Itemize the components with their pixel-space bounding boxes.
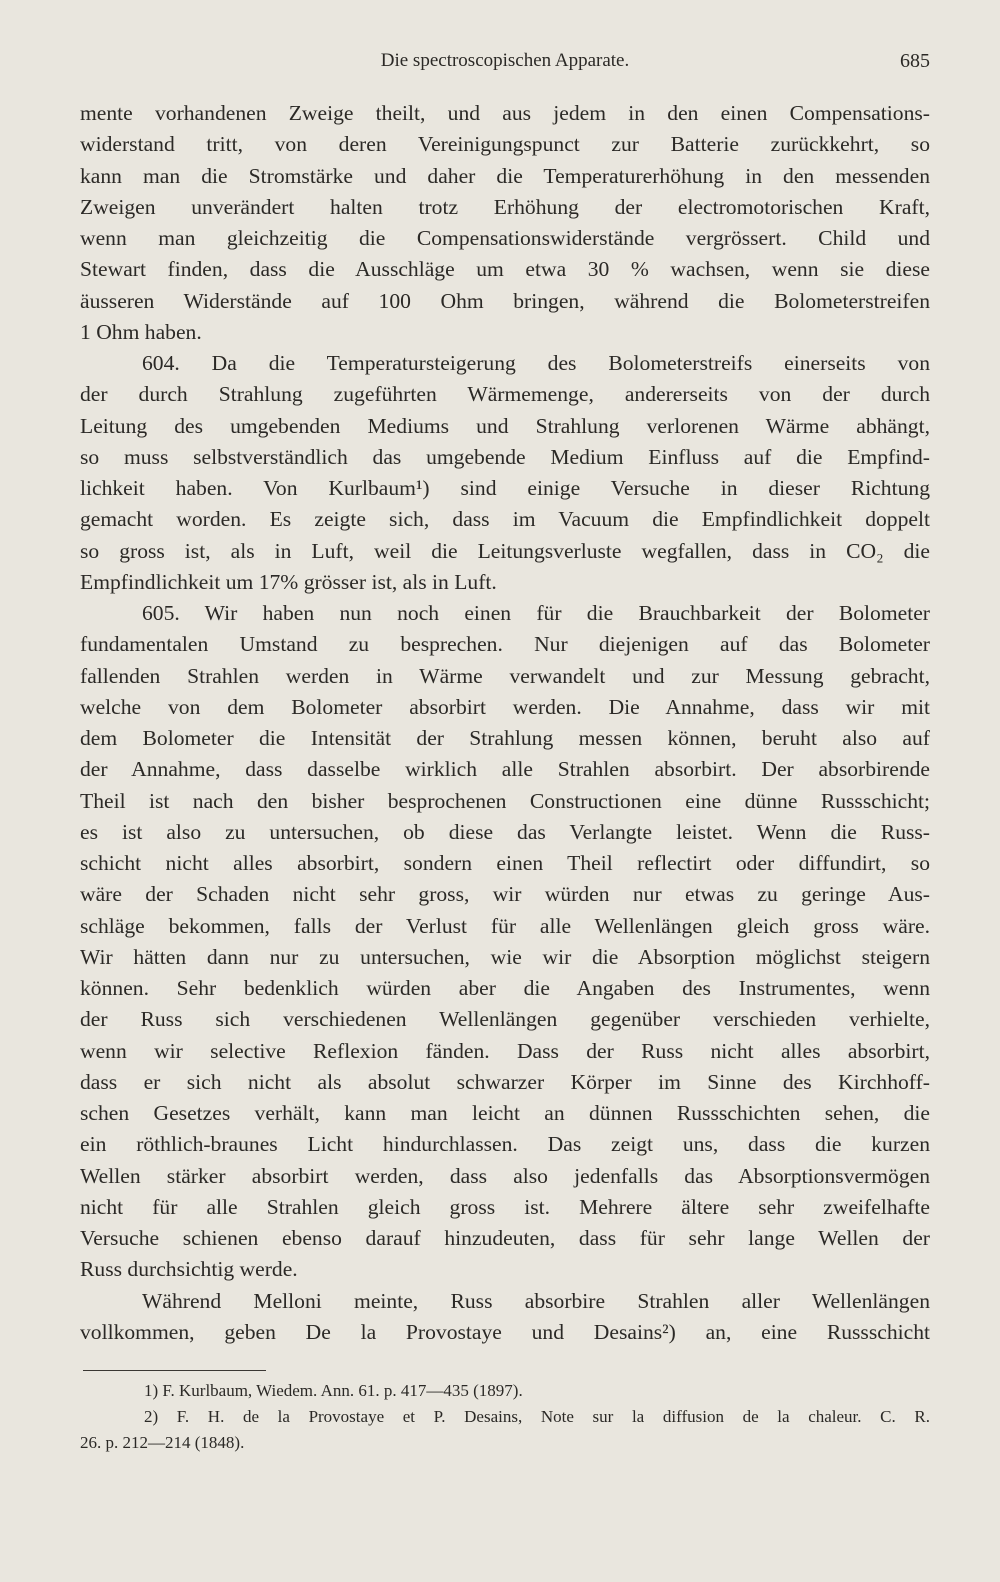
text-line: Leitung des umgebenden Mediums und Strahlung verlorenen Wärme abhängt, [80, 413, 930, 438]
text-line: schläge bekommen, falls der Verlust für alle Wellenlängen gleich gross wäre. [80, 913, 930, 938]
text-line: so muss selbstverständlich das umgebende Medium Einfluss auf die Empfind- [80, 444, 930, 469]
text-line: Zweigen unverändert halten trotz Erhöhung der electromotorischen Kraft, [80, 194, 930, 219]
text-line: ein röthlich-braunes Licht hindurchlassen. Das zeigt uns, dass die kurzen [80, 1132, 930, 1157]
text-line: welche von dem Bolometer absorbirt werden. Die Annahme, dass wir mit [80, 694, 930, 719]
section-604-start: 604. Da die Temperatursteigerung des Bolometerstreifs einerseits von [142, 351, 930, 375]
text-line: Stewart finden, dass die Ausschläge um etwa 30 % wachsen, wenn sie diese [80, 257, 930, 282]
text-line: schen Gesetzes verhält, kann man leicht an dünnen Russschichten sehen, die [80, 1101, 930, 1125]
text-line: können. Sehr bedenklich würden aber die Angaben des Instrumentes, wenn [80, 976, 930, 1000]
text-line: Wir hätten dann nur zu untersuchen, wie wir die Absorption möglichst steigern [80, 944, 930, 969]
text-line: fundamentalen Umstand zu besprechen. Nur diejenigen auf das Bolometer [80, 632, 930, 657]
text-line: der Russ sich verschiedenen Wellenlängen gegenüber verschieden verhielte, [80, 1007, 930, 1032]
footnote-2-continued: 26. p. 212—214 (1848). [80, 1433, 245, 1452]
text-line: so gross ist, als in Luft, weil die Leitungsverluste wegfallen, dass in CO₂ die [80, 538, 930, 563]
text-line: Russ durchsichtig werde. [80, 1257, 298, 1282]
text-line: wäre der Schaden nicht sehr gross, wir würden nur etwas zu geringe Aus- [80, 882, 930, 907]
text-line: gemacht worden. Es zeigte sich, dass im Vacuum die Empfindlichkeit doppelt [80, 507, 930, 532]
text-line: dass er sich nicht als absolut schwarzer Körper im Sinne des Kirchhoff- [80, 1069, 930, 1094]
text-line: fallenden Strahlen werden in Wärme verwandelt und zur Messung gebracht, [80, 663, 930, 688]
running-head [80, 50, 930, 80]
running-title: Die spectroscopischen Apparate. [380, 50, 630, 71]
text-line: schicht nicht alles absorbirt, sondern einen Theil reflectirt oder diffundirt, so [80, 851, 930, 875]
text-line: es ist also zu untersuchen, ob diese das Verlangte leistet. Wenn die Russ- [80, 819, 930, 844]
text-line: Wellen stärker absorbirt werden, dass also jedenfalls das Absorptionsvermögen [80, 1163, 930, 1188]
text-line: wenn man gleichzeitig die Compensationswiderstände vergrössert. Child und [80, 226, 930, 250]
text-line: der durch Strahlung zugeführten Wärmemenge, andererseits von der durch [80, 382, 930, 407]
text-line: dem Bolometer die Intensität der Strahlung messen können, beruht also auf [80, 726, 930, 750]
footnote-1: 1) F. Kurlbaum, Wiedem. Ann. 61. p. 417—435 (1897). [144, 1381, 523, 1400]
text-line: kann man die Stromstärke und daher die Temperaturerhöhung in den messenden [80, 163, 930, 188]
text-line: vollkommen, geben De la Provostaye und Desains²) an, eine Russschicht [80, 1319, 930, 1344]
text-line: widerstand tritt, von deren Vereinigungspunct zur Batterie zurückkehrt, so [80, 132, 930, 157]
text-line: der Annahme, dass dasselbe wirklich alle Strahlen absorbirt. Der absorbirende [80, 757, 930, 782]
text-line: 1 Ohm haben. [80, 319, 202, 344]
text-line: nicht für alle Strahlen gleich gross ist. Mehrere ältere sehr zweifelhafte [80, 1194, 930, 1219]
footnote-2: 2) F. H. de la Provostaye et P. Desains, Note sur la diffusion de la chaleur. C. R. [144, 1407, 930, 1426]
page-number: 685 [900, 50, 930, 72]
footnote-rule [83, 1370, 266, 1371]
text-line: äusseren Widerstände auf 100 Ohm bringen, während die Bolometerstreifen [80, 288, 930, 313]
paragraph-start: Während Melloni meinte, Russ absorbire Strahlen aller Wellenlängen [142, 1288, 930, 1313]
section-605-start: 605. Wir haben nun noch einen für die Brauchbarkeit der Bolometer [142, 601, 930, 625]
text-line: Theil ist nach den bisher besprochenen Constructionen eine dünne Russschicht; [80, 788, 930, 813]
footnotes [80, 1378, 930, 1456]
text-line: Empfindlichkeit um 17% grösser ist, als in Luft. [80, 569, 497, 594]
text-line: lichkeit haben. Von Kurlbaum¹) sind einige Versuche in dieser Richtung [80, 476, 930, 500]
text-line: wenn wir selective Reflexion fänden. Dass der Russ nicht alles absorbirt, [80, 1038, 930, 1063]
body-text [80, 98, 930, 1348]
text-line: Versuche schienen ebenso darauf hinzudeuten, dass für sehr lange Wellen der [80, 1226, 930, 1250]
text-line: mente vorhandenen Zweige theilt, und aus jedem in den einen Compensations- [80, 101, 930, 125]
